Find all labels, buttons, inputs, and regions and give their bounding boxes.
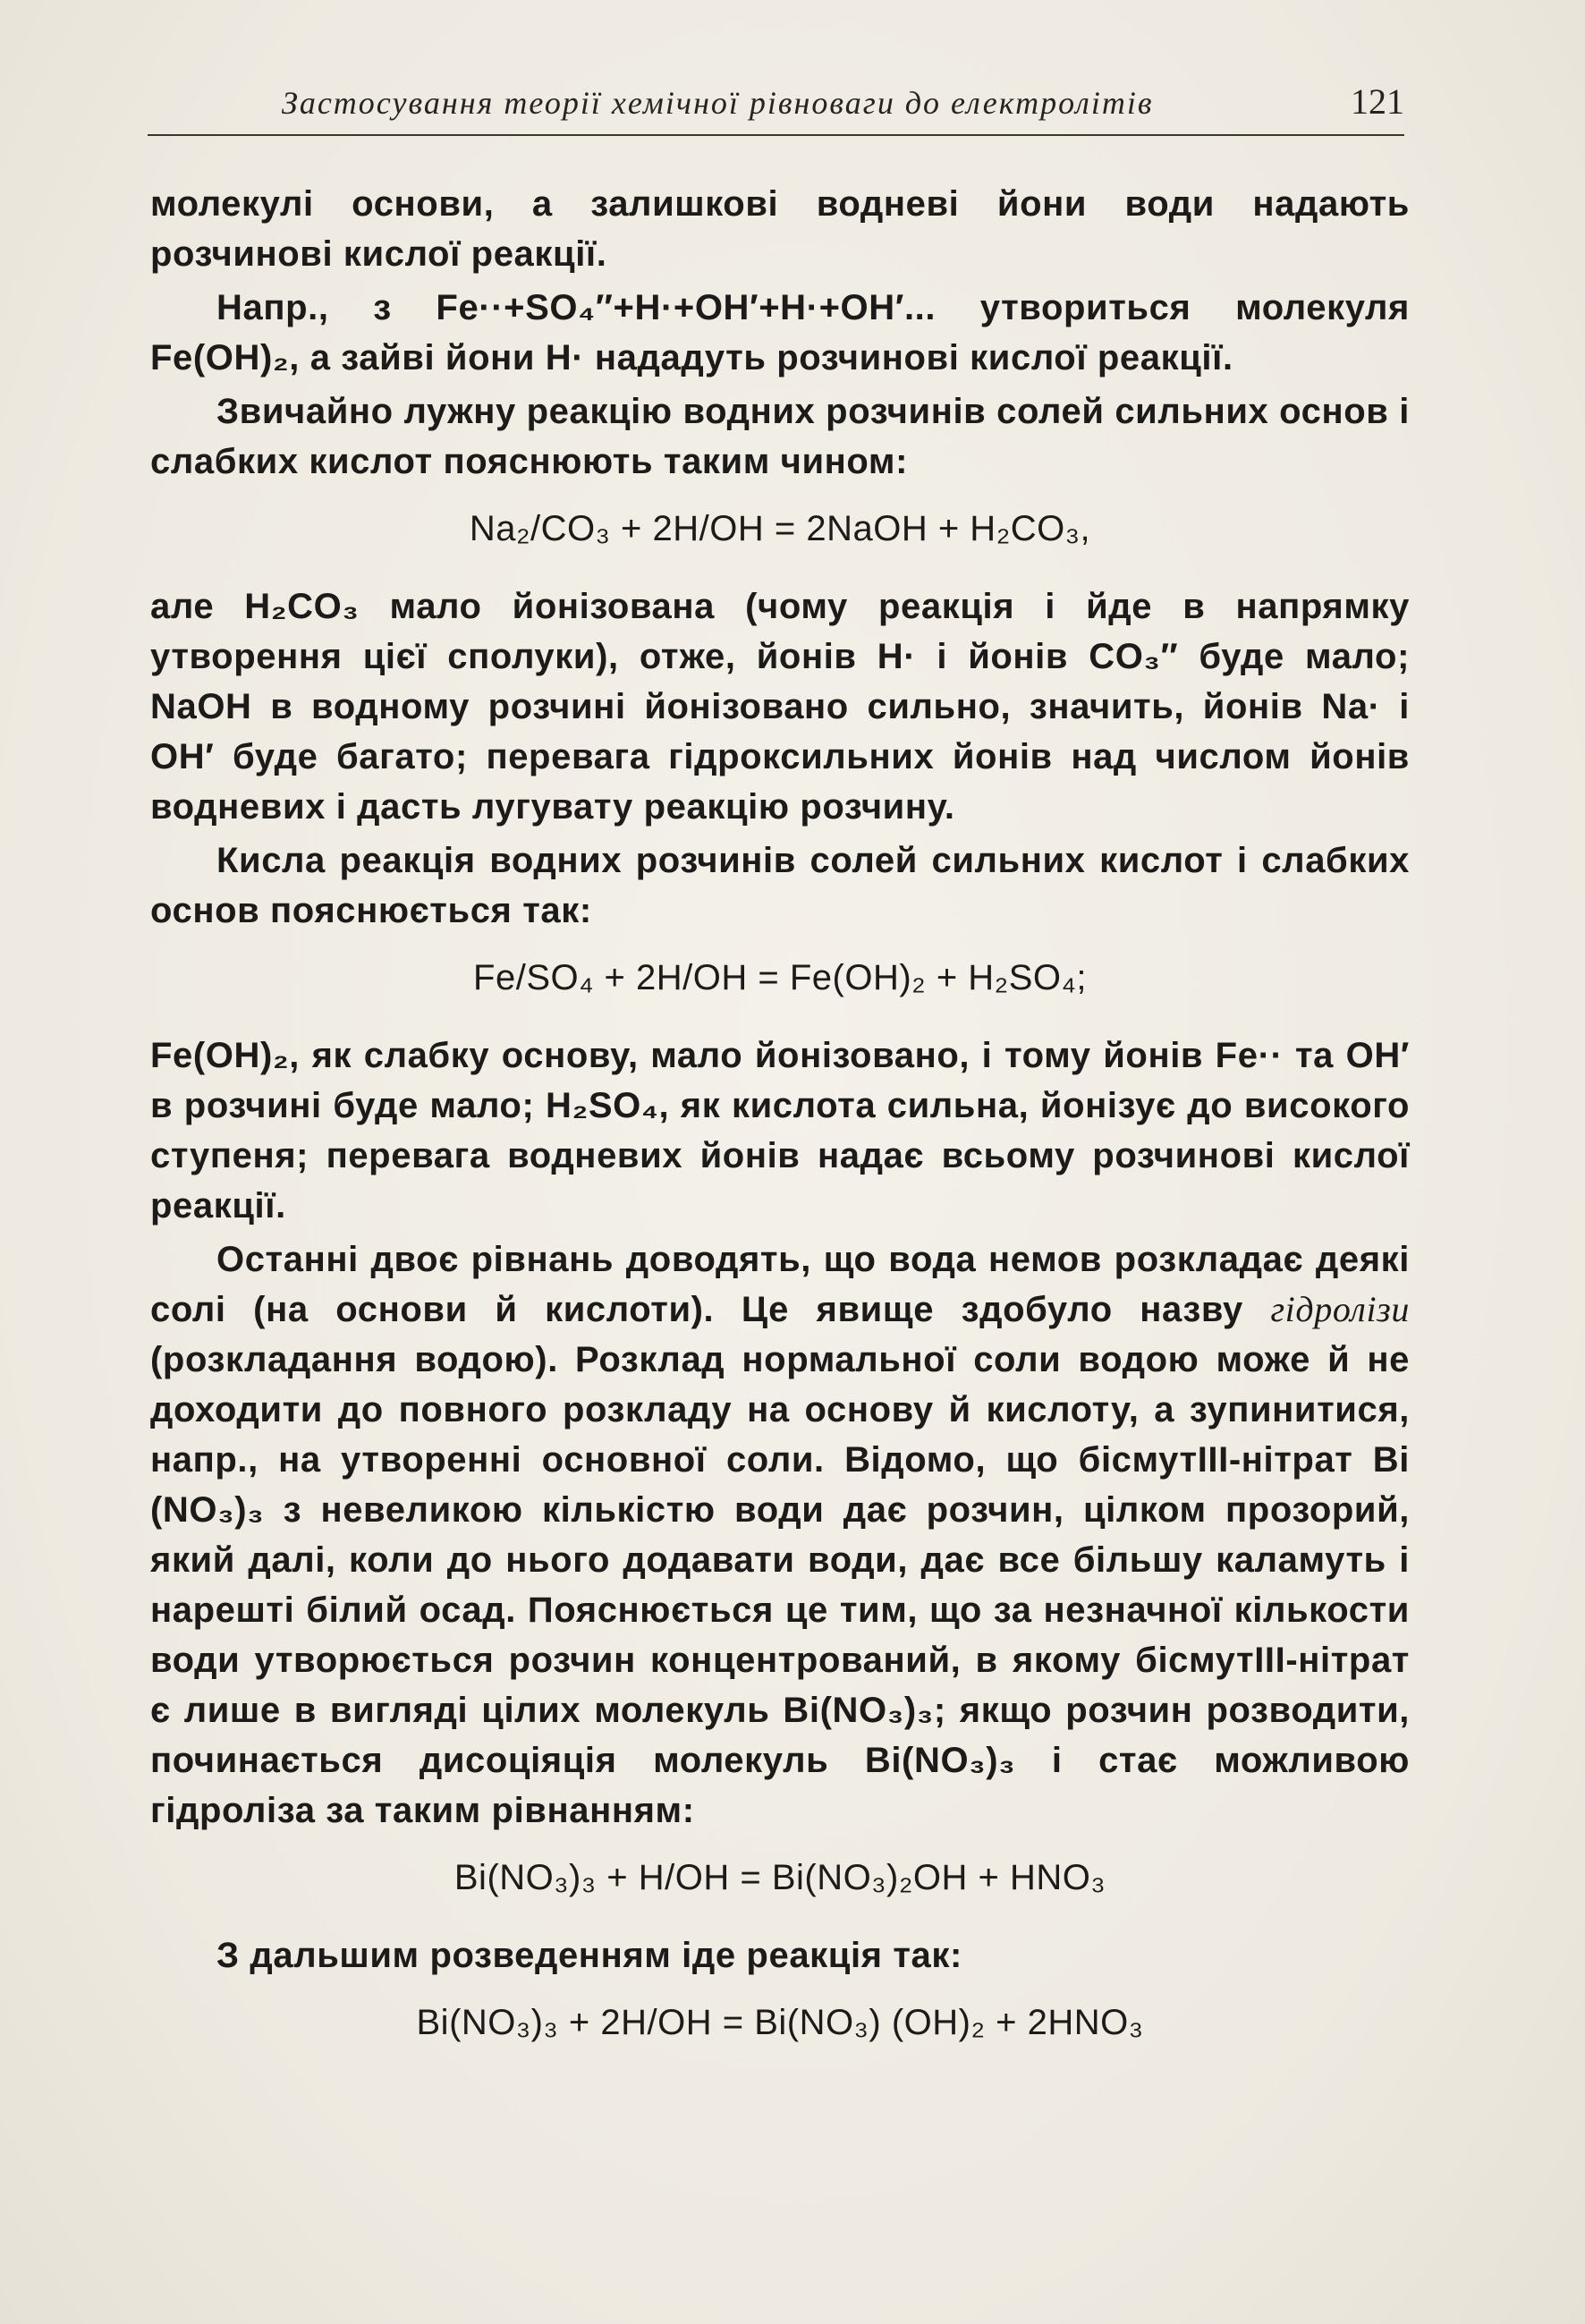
paragraph-7 [150,1234,1410,1836]
term-hydrolysis: гідролізи [1270,1289,1410,1329]
page-header [148,79,1404,136]
paragraph-2: Напр., з Fe··+SO₄″+H·+OH′+H·+OH′... утвориться молекуля Fe(OH)₂, а зайві йони H· нададуть розчинові кислої реакції. [150,288,1410,377]
page-body [150,179,1410,2075]
formula-iron-sulfate-hydrolysis: Fe/SO₄ + 2H/OH = Fe(OH)₂ + H₂SO₄; [473,958,1087,997]
paragraph-4: але H₂CO₃ мало йонізована (чому реакція і йде в напрямку утворення цієї сполуки), отже, йонів H· і йонів CO₃″ буде мало; NaOH в водному розчині йонізовано сильно, значить, йонів Na· і OH′ буде багато; перевага гідроксильних йонів над числом йонів водневих і дасть лугувату реакцію розчину. [150,587,1410,827]
paragraph-5: Кисла реакція водних розчинів солей сильних кислот і слабких основ пояснюється так: [150,841,1410,930]
formula-bismuth-nitrate-hydrolysis-1: Bi(NO₃)₃ + H/OH = Bi(NO₃)₂OH + HNO₃ [453,1858,1106,1897]
paragraph-6: Fe(OH)₂, як слабку основу, мало йонізовано, і тому йонів Fe·· та OH′ в розчині буде мало; H₂SO₄, як кислота сильна, йонізує до високого ступеня; перевага водневих йонів надає всьому розчинові кислої реакції. [150,1036,1410,1226]
paragraph-7-rest: (розкладання водою). Розклад нормальної соли водою може й не доходити до повного розкладу на основу й кислоту, а зупинитися, напр., на утворенні основної соли. Відомо, що бісмутIII-нітрат Bi (NO₃)₃ з невеликою кількістю води дає розчин, цілком прозорий, який далі, коли до нього додавати води, дає все більшу каламуть і нарешті білий осад. Пояснюється це тим, що за незначної кількости води утворюється розчин концентрований, в якому бісмутIII-нітрат є лише в вигляді цілих молекуль Bi(NO₃)₃; якщо розчин розводити, починається дисоціяція молекуль Bi(NO₃)₃ і стає можливою гідроліза за таким рівнанням: [150,1340,1410,1830]
paragraph-3: Звичайно лужну реакцію водних розчинів солей сильних основ і слабких кислот пояснюють таким чином: [150,392,1410,481]
paragraph-1: молекулі основи, а залишкові водневі йони води надають розчинові кислої реакції. [150,184,1410,274]
paragraph-7-start: Останні двоє рівнань доводять, що вода немов розкладає деякі солі (на основи й кислоти). Це явище здобуло назву [150,1240,1410,1329]
formula-sodium-carbonate-hydrolysis: Na₂/CO₃ + 2H/OH = 2NaOH + H₂CO₃, [469,509,1091,548]
paragraph-8: З дальшим розведенням іде реакція так: [216,1936,962,1975]
page-number: 121 [1351,81,1404,122]
running-title: Застосування теорії хемічної рівноваги до електролітів [282,85,1154,121]
formula-bismuth-nitrate-hydrolysis-2: Bi(NO₃)₃ + 2H/OH = Bi(NO₃) (OH)₂ + 2HNO₃ [416,2003,1144,2042]
